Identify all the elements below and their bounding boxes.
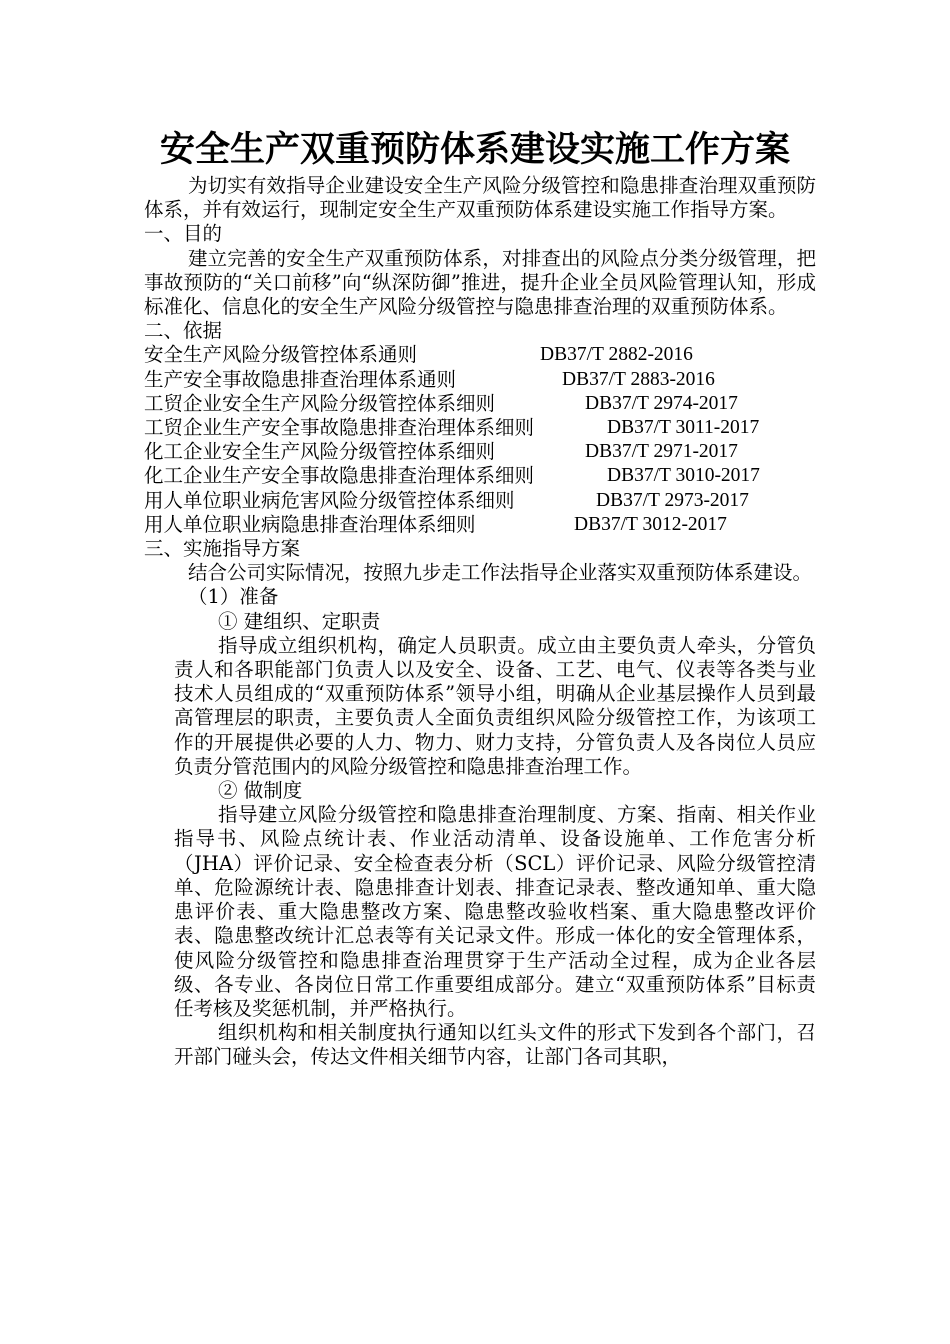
- standard-name: 安全生产风险分级管控体系通则: [144, 343, 418, 367]
- standard-row: [144, 368, 816, 392]
- standard-name: 工贸企业生产安全事故隐患排查治理体系细则: [144, 416, 535, 440]
- standard-row: [144, 392, 816, 416]
- standard-code: DB37/T 2974-2017: [585, 392, 738, 414]
- step-heading-prepare: （1）准备: [188, 585, 279, 609]
- standard-row: [144, 416, 816, 440]
- standard-name: 生产安全事故隐患排查治理体系通则: [144, 367, 457, 391]
- section-heading-purpose: 一、目的: [144, 222, 223, 246]
- intro-paragraph: 为切实有效指导企业建设安全生产风险分级管控和隐患排查治理双重预防体系，并有效运行，现制定安全生产双重预防体系建设实施工作指导方案。: [144, 174, 816, 222]
- system-paragraph: 指导建立风险分级管控和隐患排查治理制度、方案、指南、相关作业指导书、风险点统计表、作业活动清单、设备设施单、工作危害分析（JHA）评价记录、安全检查表分析（SCL）评价记录、风险分级管控清单、危险源统计表、隐患排查计划表、排查记录表、整改通知单、重大隐患评价表、重大隐患整改方案、隐患整改验收档案、重大隐患整改评价表、隐患整改统计汇总表等有关记录文件。形成一体化的安全管理体系，使风险分级管控和隐患排查治理贯穿于生产活动全过程，成为企业各层级、各专业、各岗位日常工作重要组成部分。建立“双重预防体系”目标责任考核及奖惩机制，并严格执行。: [174, 803, 816, 1020]
- standard-row: [144, 464, 816, 488]
- standard-row: [144, 440, 816, 464]
- standard-code: DB37/T 2971-2017: [585, 441, 738, 463]
- standard-name: 用人单位职业病危害风险分级管控体系细则: [144, 488, 515, 512]
- standard-name: 化工企业生产安全事故隐患排查治理体系细则: [144, 464, 535, 488]
- standard-code: DB37/T 3011-2017: [607, 417, 760, 439]
- document-title: 安全生产双重预防体系建设实施工作方案: [159, 129, 790, 170]
- purpose-paragraph: 建立完善的安全生产双重预防体系，对排查出的风险点分类分级管理，把事故预防的“关口前移”向“纵深防御”推进，提升企业全员风险管理认知，形成标准化、信息化的安全生产风险分级管控与隐患排查治理的双重预防体系。: [144, 246, 816, 319]
- organization-paragraph: 指导成立组织机构，确定人员职责。成立由主要负责人牵头，分管负责人和各职能部门负责人以及安全、设备、工艺、电气、仪表等各类与业技术人员组成的“双重预防体系”领导小组，明确从企业基层操作人员到最高管理层的职责，主要负责人全面负责组织风险分级管控工作，为该项工作的开展提供必要的人力、物力、财力支持，分管负责人及各岗位人员应负责分管范围内的风险分级管控和隐患排查治理工作。: [174, 633, 816, 778]
- standard-code: DB37/T 3012-2017: [574, 513, 727, 535]
- notice-paragraph: 组织机构和相关制度执行通知以红头文件的形式下发到各个部门，召开部门碰头会，传达文件相关细节内容，让部门各司其职，: [174, 1021, 816, 1069]
- item-heading-organization: ① 建组织、定职责: [218, 609, 381, 633]
- standard-row: [144, 343, 816, 367]
- standard-code: DB37/T 2973-2017: [596, 489, 749, 511]
- item-heading-system: ② 做制度: [218, 779, 303, 803]
- standard-code: DB37/T 2882-2016: [540, 344, 693, 366]
- standard-name: 化工企业安全生产风险分级管控体系细则: [144, 440, 496, 464]
- standards-list: [144, 343, 816, 537]
- standard-row: [144, 513, 816, 537]
- standard-code: DB37/T 3010-2017: [607, 465, 760, 487]
- standard-name: 用人单位职业病隐患排查治理体系细则: [144, 512, 476, 536]
- section-heading-plan: 三、实施指导方案: [144, 537, 301, 561]
- standard-code: DB37/T 2883-2016: [562, 368, 715, 390]
- section-heading-basis: 二、依据: [144, 319, 223, 343]
- document-body: [144, 174, 816, 1070]
- standard-name: 工贸企业安全生产风险分级管控体系细则: [144, 391, 496, 415]
- standard-row: [144, 489, 816, 513]
- plan-paragraph: 结合公司实际情况，按照九步走工作法指导企业落实双重预防体系建设。: [188, 561, 813, 585]
